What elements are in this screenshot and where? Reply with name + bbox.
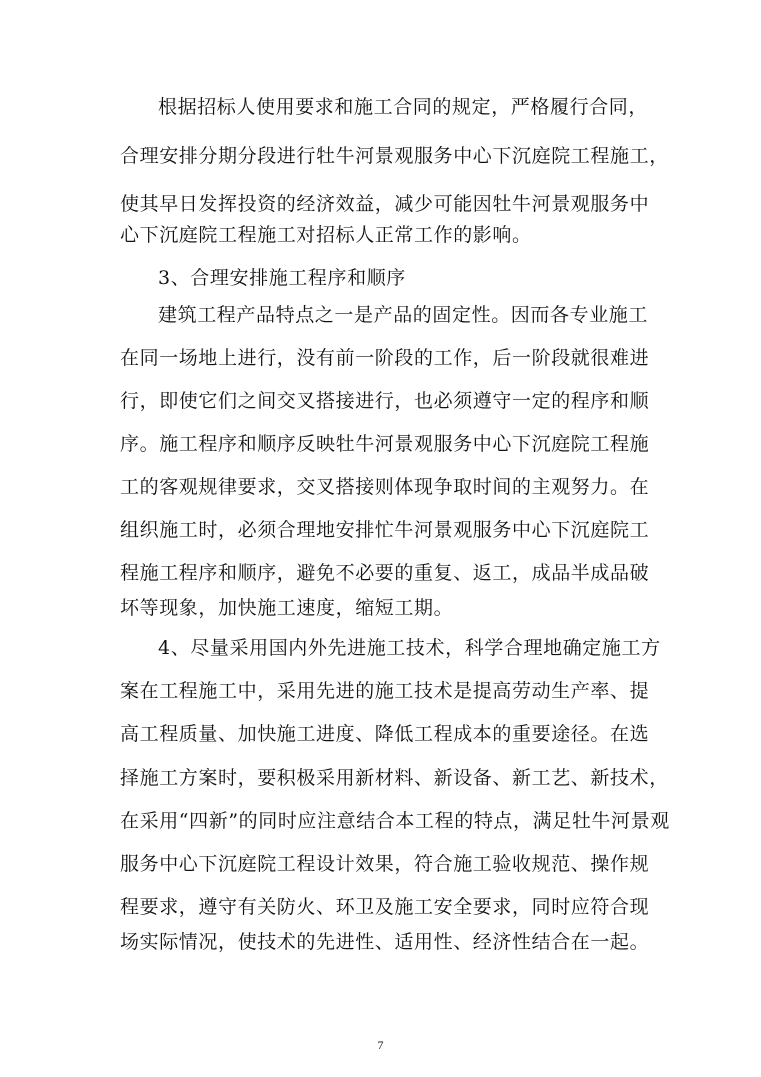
text-line: 组织施工时，必须合理地安排忙牛河景观服务中心下沉庭院工 (120, 519, 650, 541)
text-line: 建筑工程产品特点之一是产品的固定性。因而各专业施工 (158, 304, 649, 326)
text-line: 服务中心下沉庭院工程设计效果，符合施工验收规范、操作规 (120, 853, 650, 875)
section-heading: 4、尽量采用国内外先进施工技术，科学合理地确定施工方 (158, 637, 661, 659)
text-line: 序。施工程序和顺序反映牡牛河景观服务中心下沉庭院工程施 (120, 433, 650, 455)
text-line: 在同一场地上进行，没有前一阶段的工作，后一阶段就很难进 (120, 347, 650, 369)
text-line: 高工程质量、加快施工进度、降低工程成本的重要途径。在选 (120, 723, 650, 745)
text-line: 工的客观规律要求，交叉搭接则体现争取时间的主观努力。在 (120, 476, 650, 498)
text-line: 使其早日发挥投资的经济效益，减少可能因牡牛河景观服务中 (120, 193, 650, 215)
section-heading: 3、合理安排施工程序和顺序 (158, 267, 406, 289)
text-line: 心下沉庭院工程施工对招标人正常工作的影响。 (120, 224, 532, 246)
text-line: 程施工程序和顺序，避免不必要的重复、返工，成品半成品破 (120, 562, 650, 584)
text-line: 案在工程施工中，采用先进的施工技术是提高劳动生产率、提 (120, 680, 650, 702)
text-line: 合理安排分期分段进行牡牛河景观服务中心下沉庭院工程施工， (120, 145, 669, 167)
text-line: 根据招标人使用要求和施工合同的规定，严格履行合同， (158, 96, 649, 118)
text-line: 在采用“四新”的同时应注意结合本工程的特点，满足牡牛河景观 (120, 810, 670, 832)
text-line: 行，即使它们之间交叉搭接进行，也必须遵守一定的程序和顺 (120, 390, 650, 412)
text-line: 场实际情况，使技术的先进性、适用性、经济性结合在一起。 (120, 931, 650, 953)
text-line: 程要求，遵守有关防火、环卫及施工安全要求，同时应符合现 (120, 896, 650, 918)
text-line: 择施工方案时，要积极采用新材料、新设备、新工艺、新技术， (120, 767, 669, 789)
page-number: 7 (377, 1038, 384, 1052)
text-line: 坏等现象，加快施工速度，缩短工期。 (120, 597, 454, 619)
